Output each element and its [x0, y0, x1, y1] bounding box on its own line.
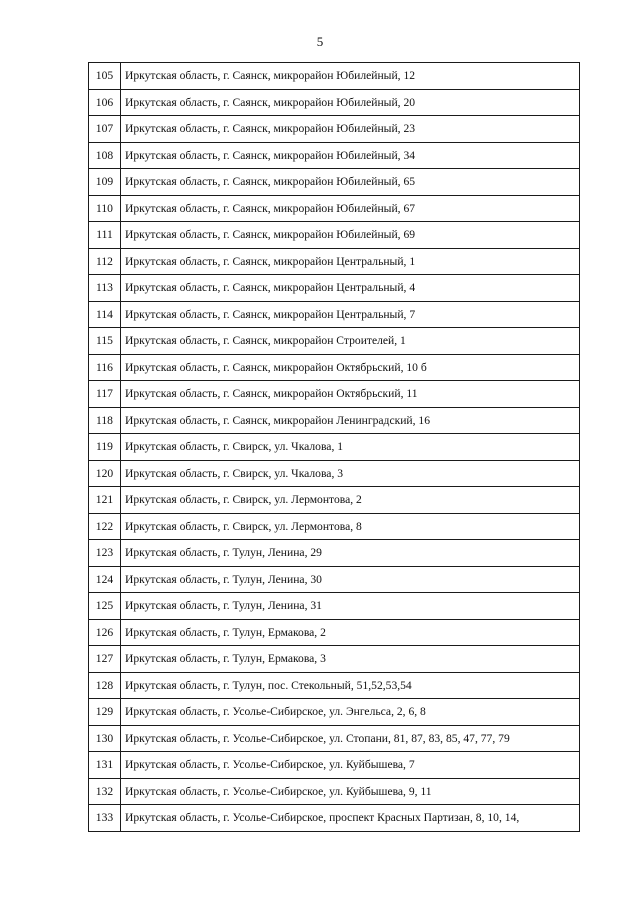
- table-row: [89, 566, 580, 593]
- table-row: [89, 328, 580, 355]
- row-number: 106: [89, 89, 121, 116]
- row-number: 110: [89, 195, 121, 222]
- address-cell: Иркутская область, г. Усолье-Сибирское, ул. Куйбышева, 7: [121, 752, 580, 779]
- table-row: [89, 646, 580, 673]
- address-cell: Иркутская область, г. Свирск, ул. Чкалова, 3: [121, 460, 580, 487]
- address-cell: Иркутская область, г. Тулун, Ермакова, 3: [121, 646, 580, 673]
- table-row: [89, 89, 580, 116]
- address-cell: Иркутская область, г. Саянск, микрорайон Центральный, 1: [121, 248, 580, 275]
- table-row: [89, 619, 580, 646]
- row-number: 127: [89, 646, 121, 673]
- address-cell: Иркутская область, г. Саянск, микрорайон Ленинградский, 16: [121, 407, 580, 434]
- table-row: [89, 778, 580, 805]
- row-number: 130: [89, 725, 121, 752]
- address-cell: Иркутская область, г. Усолье-Сибирское, ул. Энгельса, 2, 6, 8: [121, 699, 580, 726]
- address-table: [88, 62, 580, 832]
- table-row: [89, 513, 580, 540]
- row-number: 112: [89, 248, 121, 275]
- table-row: [89, 63, 580, 90]
- table-row: [89, 222, 580, 249]
- row-number: 129: [89, 699, 121, 726]
- address-cell: Иркутская область, г. Тулун, пос. Стекольный, 51,52,53,54: [121, 672, 580, 699]
- address-cell: Иркутская область, г. Саянск, микрорайон Юбилейный, 67: [121, 195, 580, 222]
- row-number: 105: [89, 63, 121, 90]
- address-cell: Иркутская область, г. Тулун, Ермакова, 2: [121, 619, 580, 646]
- table-row: [89, 301, 580, 328]
- address-cell: Иркутская область, г. Тулун, Ленина, 31: [121, 593, 580, 620]
- row-number: 107: [89, 116, 121, 143]
- address-cell: Иркутская область, г. Усолье-Сибирское, проспект Красных Партизан, 8, 10, 14,: [121, 805, 580, 832]
- address-cell: Иркутская область, г. Саянск, микрорайон Центральный, 7: [121, 301, 580, 328]
- row-number: 115: [89, 328, 121, 355]
- address-cell: Иркутская область, г. Саянск, микрорайон Юбилейный, 23: [121, 116, 580, 143]
- page-number: 5: [316, 34, 324, 49]
- row-number: 121: [89, 487, 121, 514]
- table-row: [89, 434, 580, 461]
- address-cell: Иркутская область, г. Усолье-Сибирское, ул. Стопани, 81, 87, 83, 85, 47, 77, 79: [121, 725, 580, 752]
- table-row: [89, 169, 580, 196]
- address-cell: Иркутская область, г. Саянск, микрорайон Юбилейный, 65: [121, 169, 580, 196]
- row-number: 124: [89, 566, 121, 593]
- row-number: 108: [89, 142, 121, 169]
- row-number: 131: [89, 752, 121, 779]
- table-row: [89, 699, 580, 726]
- address-cell: Иркутская область, г. Саянск, микрорайон Юбилейный, 12: [121, 63, 580, 90]
- address-cell: Иркутская область, г. Саянск, микрорайон Юбилейный, 69: [121, 222, 580, 249]
- table-row: [89, 752, 580, 779]
- table-row: [89, 672, 580, 699]
- row-number: 125: [89, 593, 121, 620]
- row-number: 133: [89, 805, 121, 832]
- table-row: [89, 805, 580, 832]
- table-row: [89, 195, 580, 222]
- address-cell: Иркутская область, г. Тулун, Ленина, 29: [121, 540, 580, 567]
- row-number: 114: [89, 301, 121, 328]
- table-row: [89, 540, 580, 567]
- row-number: 122: [89, 513, 121, 540]
- address-cell: Иркутская область, г. Свирск, ул. Чкалова, 1: [121, 434, 580, 461]
- address-cell: Иркутская область, г. Саянск, микрорайон Юбилейный, 20: [121, 89, 580, 116]
- address-cell: Иркутская область, г. Саянск, микрорайон Центральный, 4: [121, 275, 580, 302]
- row-number: 116: [89, 354, 121, 381]
- table-row: [89, 275, 580, 302]
- table-row: [89, 593, 580, 620]
- table-row: [89, 725, 580, 752]
- address-cell: Иркутская область, г. Свирск, ул. Лермонтова, 8: [121, 513, 580, 540]
- row-number: 120: [89, 460, 121, 487]
- table-row: [89, 407, 580, 434]
- row-number: 117: [89, 381, 121, 408]
- table-row: [89, 142, 580, 169]
- row-number: 111: [89, 222, 121, 249]
- row-number: 132: [89, 778, 121, 805]
- row-number: 109: [89, 169, 121, 196]
- table-row: [89, 460, 580, 487]
- row-number: 113: [89, 275, 121, 302]
- row-number: 128: [89, 672, 121, 699]
- row-number: 123: [89, 540, 121, 567]
- table-row: [89, 381, 580, 408]
- address-cell: Иркутская область, г. Усолье-Сибирское, ул. Куйбышева, 9, 11: [121, 778, 580, 805]
- table-row: [89, 116, 580, 143]
- address-cell: Иркутская область, г. Свирск, ул. Лермонтова, 2: [121, 487, 580, 514]
- address-cell: Иркутская область, г. Саянск, микрорайон Строителей, 1: [121, 328, 580, 355]
- address-cell: Иркутская область, г. Саянск, микрорайон Октябрьский, 11: [121, 381, 580, 408]
- address-cell: Иркутская область, г. Тулун, Ленина, 30: [121, 566, 580, 593]
- row-number: 119: [89, 434, 121, 461]
- address-table-body: [89, 63, 580, 832]
- address-cell: Иркутская область, г. Саянск, микрорайон Октябрьский, 10 б: [121, 354, 580, 381]
- row-number: 118: [89, 407, 121, 434]
- address-cell: Иркутская область, г. Саянск, микрорайон Юбилейный, 34: [121, 142, 580, 169]
- table-row: [89, 248, 580, 275]
- row-number: 126: [89, 619, 121, 646]
- table-row: [89, 487, 580, 514]
- table-row: [89, 354, 580, 381]
